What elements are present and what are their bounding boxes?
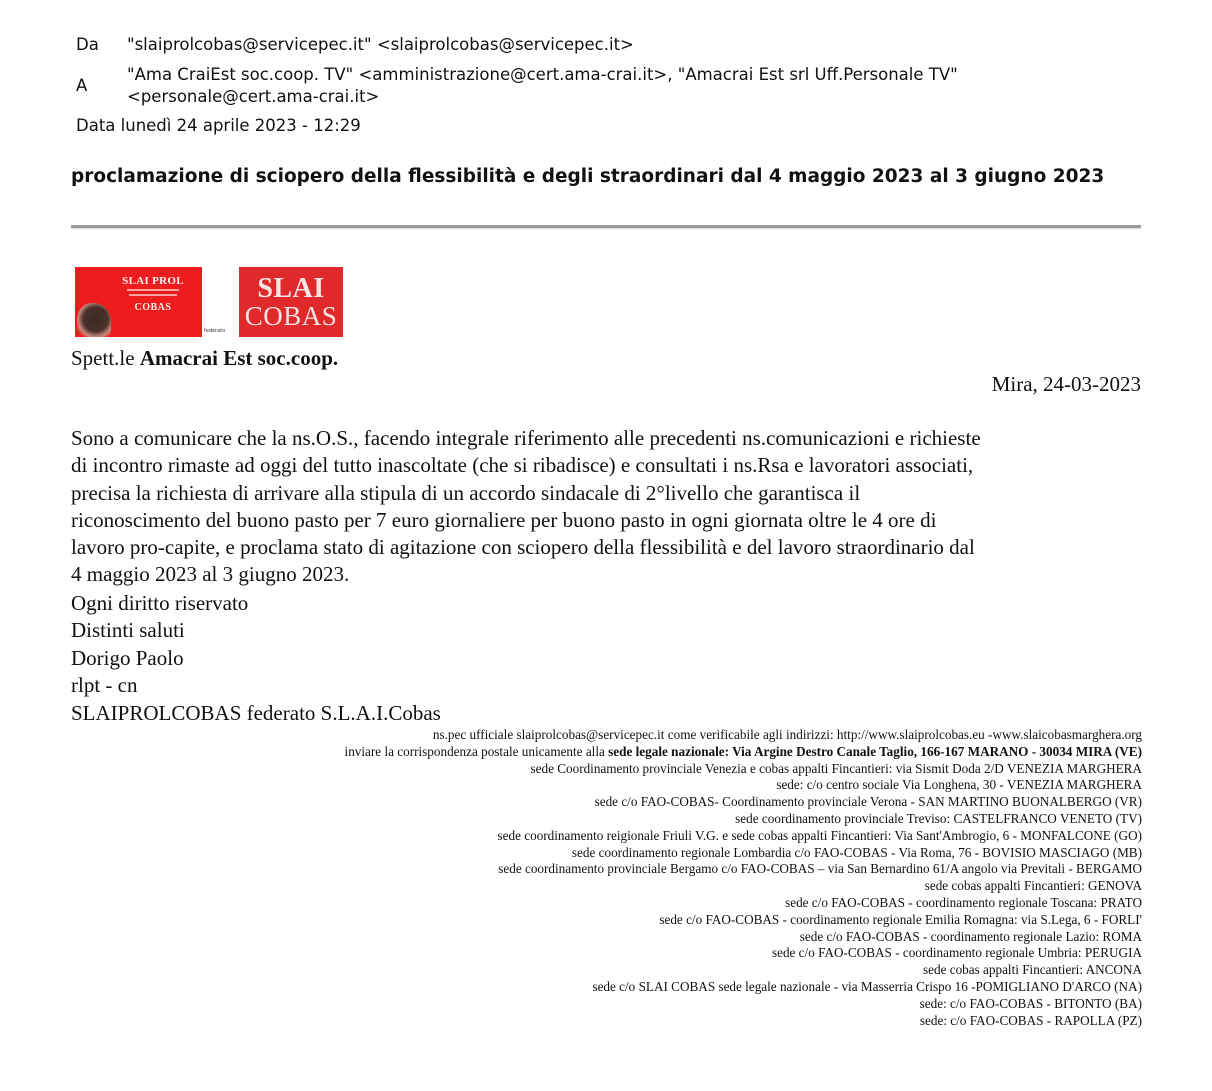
- to-value-line: <personale@cert.ama-crai.it>: [127, 87, 380, 106]
- header-separator: [71, 225, 1141, 229]
- footer-sede-line: sede: c/o FAO-COBAS - BITONTO (BA): [919, 995, 1142, 1011]
- letter-closing: [71, 590, 441, 727]
- letter-body: [71, 425, 1151, 589]
- body-line: 4 maggio 2023 al 3 giugno 2023.: [71, 562, 350, 587]
- logo1-subtitle-line: [129, 294, 177, 296]
- footer-sede-line: sede cobas appalti Fincantieri: ANCONA: [922, 962, 1142, 978]
- body-line: di incontro rimaste ad oggi del tutto inascoltate (che si ribadisce) e consultati i ns.Rsa e lavoratori associati,: [71, 453, 974, 478]
- footer-sede-line: sede c/o SLAI COBAS sede legale nazionale - via Masserria Crispo 16 -POMIGLIANO D'ARCO (NA): [592, 978, 1142, 994]
- footer-sede-line: sede c/o FAO-COBAS - coordinamento regionale Emilia Romagna: via S.Lega, 6 - FORLI': [659, 911, 1142, 927]
- logo1-subtitle-line: [127, 289, 179, 291]
- logo1-title: SLAI PROL: [122, 275, 184, 287]
- body-line: Sono a comunicare che la ns.O.S., facendo integrale riferimento alle precedenti ns.comunicazioni e richieste: [71, 426, 981, 450]
- footer-sede-line: sede: c/o FAO-COBAS - RAPOLLA (PZ): [919, 1012, 1142, 1028]
- logo2-cobas: COBAS: [244, 301, 338, 331]
- date-value: lunedì 24 aprile 2023 - 12:29: [120, 116, 361, 135]
- to-label: A: [76, 76, 88, 95]
- footer-sede-line: sede: c/o centro sociale Via Longhena, 30 - VENEZIA MARGHERA: [776, 777, 1142, 793]
- slai-prol-cobas-logo: [75, 267, 202, 337]
- footer-sede-line: sede coordinamento reigionale Friuli V.G. e sede cobas appalti Fincantieri: Via Sant'Ambrogio, 6 - MONFALCONE (GO): [497, 827, 1142, 843]
- letter-footer: [345, 727, 1142, 1029]
- closing-line: Ogni diritto riservato: [71, 591, 249, 615]
- signer-role: rlpt - cn: [71, 673, 138, 698]
- footer-sede-line: sede c/o FAO-COBAS - coordinamento regionale Lazio: ROMA: [799, 928, 1142, 944]
- federato-caption: federato: [204, 328, 226, 334]
- from-value[interactable]: "slaiprolcobas@servicepec.it" <slaiprolcobas@servicepec.it>: [127, 35, 634, 54]
- footer-pec-line: ns.pec ufficiale slaiprolcobas@servicepec.it come verificabile agli indirizzi: http://www.slaiprolcobas.eu -www.slaicobasmarghera.org: [432, 727, 1142, 742]
- body-line: lavoro pro-capite, e proclama stato di agitazione con sciopero della flessibilità e del lavoro straordinario dal: [71, 535, 975, 560]
- raised-fist-icon: [77, 303, 111, 337]
- signer-organization: SLAIPROLCOBAS federato S.L.A.I.Cobas: [71, 700, 441, 725]
- logo2-slai: SLAI: [257, 273, 325, 304]
- place-date: Mira, 24-03-2023: [991, 372, 1141, 396]
- salutation-prefix: Spett.le: [71, 346, 140, 370]
- date-label: Data: [76, 116, 116, 135]
- recipient-name: Amacrai Est soc.coop.: [139, 346, 339, 370]
- footer-sede-line: sede coordinamento provinciale Bergamo c/o FAO-COBAS – via San Bernardino 61/A angolo via Previtali - BERGAMO: [498, 861, 1142, 877]
- footer-sede-line: sede c/o FAO-COBAS- Coordinamento provinciale Verona - SAN MARTINO BUONALBERGO (VR): [594, 794, 1142, 810]
- to-value-line: "Ama CraiEst soc.coop. TV" <amministrazione@cert.ama-crai.it>, "Amacrai Est srl Uff.Personale TV": [127, 65, 958, 84]
- footer-sede-line: sede cobas appalti Fincantieri: GENOVA: [924, 878, 1142, 894]
- closing-line: Distinti saluti: [71, 618, 185, 643]
- logo1-cobas: COBAS: [134, 302, 172, 313]
- salutation: [71, 345, 338, 371]
- email-from-row: [76, 35, 634, 55]
- to-value[interactable]: [127, 64, 958, 108]
- footer-sede-line: sede coordinamento regionale Lombardia c/o FAO-COBAS - Via Roma, 76 - BOVISIO MASCIAGO (MB): [571, 844, 1142, 860]
- footer-postal-line: [345, 744, 1142, 761]
- footer-sede-line: sede coordinamento provinciale Treviso: CASTELFRANCO VENETO (TV): [735, 810, 1142, 826]
- slai-cobas-logo: [239, 267, 343, 337]
- footer-legal-address: sede legale nazionale: Via Argine Destro Canale Taglio, 166-167 MARANO - 30034 MIRA (VE): [608, 743, 1142, 759]
- footer-sede-line: sede c/o FAO-COBAS - coordinamento regionale Toscana: PRATO: [785, 894, 1142, 910]
- signer-name: Dorigo Paolo: [71, 645, 184, 670]
- body-line: precisa la richiesta di arrivare alla stipula di un accordo sindacale di 2°livello che garantisca il: [71, 480, 861, 505]
- email-date-row: [76, 116, 361, 136]
- email-subject: proclamazione di sciopero della flessibilità e degli straordinari dal 4 maggio 2023 al 3 giugno 2023: [71, 166, 1105, 187]
- footer-postal-prefix: inviare la corrispondenza postale unicamente alla: [344, 743, 609, 759]
- from-label: Da: [76, 35, 99, 54]
- footer-sede-line: sede Coordinamento provinciale Venezia e cobas appalti Fincantieri: via Sismit Doda 2/D VENEZIA MARGHERA: [530, 760, 1142, 776]
- body-line: riconoscimento del buono pasto per 7 euro giornaliere per buono pasto in ogni giornata oltre le 4 ore di: [71, 507, 937, 532]
- footer-sede-line: sede c/o FAO-COBAS - coordinamento regionale Umbria: PERUGIA: [771, 945, 1142, 961]
